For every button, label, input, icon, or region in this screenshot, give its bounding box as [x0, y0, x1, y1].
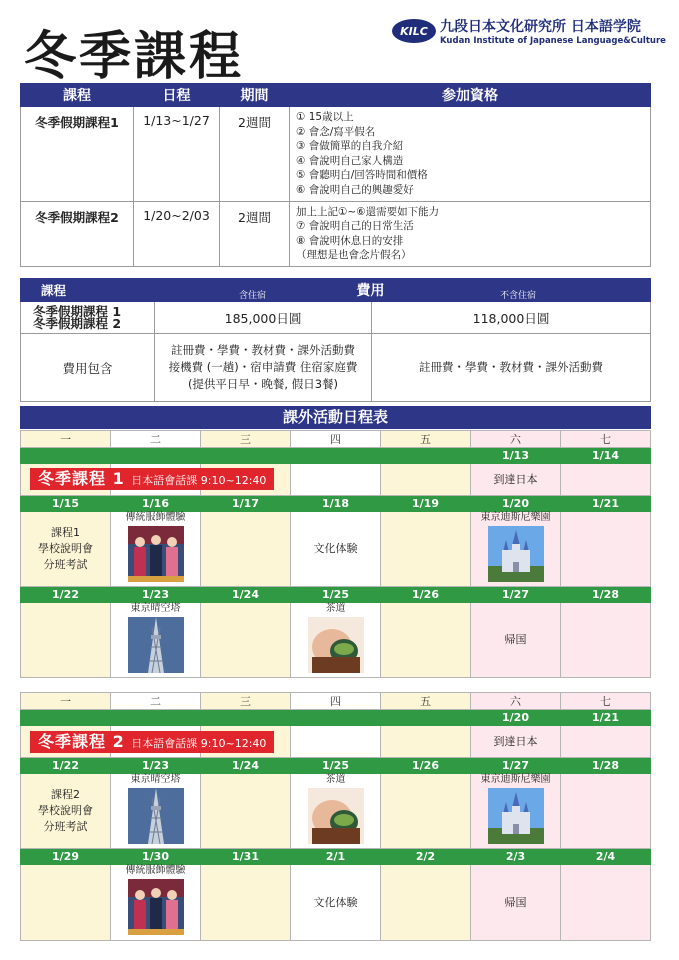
tea-photo: [308, 788, 364, 844]
requirement-item: ④ 會說明自己家人構造: [296, 154, 404, 167]
date-cell: [21, 448, 111, 464]
requirement-item: ⑦ 會說明自己的日常生活: [296, 220, 414, 233]
disney-photo: [488, 526, 544, 582]
date-cell: 1/27: [471, 587, 561, 603]
orientation-line: 學校說明會: [38, 804, 93, 817]
activity-label: 傳統服飾體驗: [125, 865, 186, 876]
orientation-line: 課程1: [51, 526, 80, 539]
date-cell: 1/26: [381, 758, 471, 774]
date-row: [21, 496, 651, 512]
include-line: 註冊費・學費・教材費・課外活動費: [171, 343, 355, 357]
skytree-photo: [128, 788, 184, 844]
date-cell: [201, 448, 291, 464]
program-table: [20, 83, 651, 267]
date-cell: 1/24: [201, 587, 291, 603]
date-cell: 1/16: [111, 496, 201, 512]
orientation-line: 分班考試: [43, 820, 88, 833]
course-badge-sub: 日本語會話課 9:10~12:40: [131, 737, 267, 750]
date-cell: 2/2: [381, 849, 471, 865]
date-cell: [291, 448, 381, 464]
fee-course-header: 課程: [21, 279, 155, 302]
col-header-schedule: 日程: [134, 84, 220, 107]
requirement-item: ③ 會做簡單的自我介紹: [296, 140, 404, 153]
date-cell: 1/14: [561, 448, 651, 464]
weekday: 七: [561, 693, 651, 710]
weekday: 六: [471, 431, 561, 448]
activity-title: 課外活動日程表: [20, 406, 651, 429]
tea-activity: [291, 774, 381, 849]
col-header-course: 課程: [21, 84, 134, 107]
requirement-item: （理想是也會念片假名）: [296, 249, 412, 262]
without-stay-label: 不含住宿: [500, 291, 537, 301]
requirement-item: 加上上記①~⑥還需要如下能力: [296, 205, 440, 218]
course-badge-sub: 日本語會話課 9:10~12:40: [131, 474, 267, 487]
date-cell: 1/25: [291, 587, 381, 603]
weekday: 一: [21, 431, 111, 448]
include-line: (提供平日早・晚餐, 假日3餐): [187, 377, 339, 391]
activity-row: [21, 774, 651, 849]
orientation-line: 分班考試: [43, 558, 88, 571]
date-cell: 2/3: [471, 849, 561, 865]
date-row: [21, 448, 651, 464]
skytree-activity: [111, 774, 201, 849]
weekday: 五: [381, 693, 471, 710]
weekday: 七: [561, 431, 651, 448]
weekday: 四: [291, 693, 381, 710]
fee-header-cell: [155, 279, 651, 302]
requirement-item: ② 會念/寫平假名: [296, 125, 376, 138]
date-cell: 1/20: [471, 496, 561, 512]
logo-badge: KILC: [392, 19, 436, 43]
includes-with-stay: [155, 334, 372, 402]
weekday: 二: [111, 431, 201, 448]
date-cell: 1/22: [21, 758, 111, 774]
weekday: 四: [291, 431, 381, 448]
date-cell: [111, 448, 201, 464]
requirement-item: ⑤ 會聽明白/回答時間和價格: [296, 169, 428, 182]
date-cell: 1/23: [111, 758, 201, 774]
orientation-line: 學校說明會: [38, 542, 93, 555]
date-cell: 1/13: [471, 448, 561, 464]
activity-label: 傳統服飾體驗: [125, 512, 186, 523]
activity-calendar-2: [20, 692, 651, 941]
orientation-cell: [21, 512, 111, 587]
date-cell: 1/21: [561, 496, 651, 512]
course-period: 2週間: [220, 201, 290, 266]
date-cell: [21, 710, 111, 726]
date-cell: 1/22: [21, 587, 111, 603]
table-row: [21, 107, 651, 202]
fee-course-1: 冬季假期課程 1: [33, 303, 122, 319]
date-row: [21, 587, 651, 603]
activity-label: 茶道: [325, 603, 346, 614]
requirements-list: [290, 107, 651, 202]
weekday: 一: [21, 693, 111, 710]
date-cell: 1/17: [201, 496, 291, 512]
weekday-row: [21, 431, 651, 448]
table-row: [21, 201, 651, 266]
date-cell: [201, 710, 291, 726]
kimono-activity: [111, 865, 201, 941]
date-cell: 1/26: [381, 587, 471, 603]
fee-table: [20, 278, 651, 402]
course-badge-2: [30, 731, 274, 753]
date-cell: [381, 448, 471, 464]
date-cell: 1/25: [291, 758, 381, 774]
logo-name-jp: 九段日本文化研究所 日本語学院: [440, 19, 641, 35]
requirements-list: [290, 201, 651, 266]
date-cell: 1/27: [471, 758, 561, 774]
include-line: 接機費 (一趟)・宿申請費 住宿家庭費: [168, 360, 358, 374]
weekday: 三: [201, 431, 291, 448]
disney-photo: [488, 788, 544, 844]
date-cell: 1/18: [291, 496, 381, 512]
orientation-line: 課程2: [51, 788, 80, 801]
arrive-japan: 到達日本: [471, 726, 561, 758]
course-schedule: 1/20~2/03: [134, 201, 220, 266]
col-header-period: 期間: [220, 84, 290, 107]
course-name: 冬季假期課程2: [21, 201, 134, 266]
kimono-photo: [128, 879, 184, 935]
activity-label: 茶道: [325, 774, 346, 785]
activity-row: [21, 603, 651, 678]
date-cell: 1/20: [471, 710, 561, 726]
culture-activity: 文化体験: [291, 512, 381, 587]
course-period: 2週間: [220, 107, 290, 202]
date-row: [21, 710, 651, 726]
date-cell: 1/30: [111, 849, 201, 865]
date-cell: 1/15: [21, 496, 111, 512]
course-badge-1: [30, 468, 274, 490]
date-row: [21, 849, 651, 865]
weekday: 六: [471, 693, 561, 710]
course-name: 冬季假期課程1: [21, 107, 134, 202]
return-home: 帰国: [471, 865, 561, 941]
weekday: 三: [201, 693, 291, 710]
date-cell: 2/1: [291, 849, 381, 865]
weekday-row: [21, 693, 651, 710]
fee-with-stay: 185,000日圓: [155, 302, 372, 334]
weekday: 五: [381, 431, 471, 448]
date-cell: [381, 710, 471, 726]
page-title: 冬季課程: [24, 27, 245, 87]
includes-without-stay: 註冊費・學費・教材費・課外活動費: [372, 334, 651, 402]
fee-without-stay: 118,000日圓: [372, 302, 651, 334]
date-cell: 1/31: [201, 849, 291, 865]
return-home: 帰国: [471, 603, 561, 678]
date-cell: 1/21: [561, 710, 651, 726]
date-cell: 1/28: [561, 758, 651, 774]
date-cell: 1/28: [561, 587, 651, 603]
col-header-requirements: 参加資格: [290, 84, 651, 107]
culture-activity: 文化体験: [291, 865, 381, 941]
skytree-activity: [111, 603, 201, 678]
activity-row: [21, 512, 651, 587]
fee-header: 費用: [356, 283, 385, 299]
course-badge-title: 冬季課程 2: [38, 732, 125, 751]
arrive-japan: 到達日本: [471, 464, 561, 496]
fee-courses: [21, 302, 155, 334]
date-cell: [291, 710, 381, 726]
disney-activity: [471, 512, 561, 587]
requirement-item: ⑥ 會說明自己的興趣愛好: [296, 183, 414, 196]
fee-course-2: 冬季假期課程 2: [33, 315, 122, 331]
weekday: 二: [111, 693, 201, 710]
activity-row: [21, 865, 651, 941]
date-cell: 1/23: [111, 587, 201, 603]
date-cell: 2/4: [561, 849, 651, 865]
date-cell: [111, 710, 201, 726]
includes-label: 費用包含: [21, 334, 155, 402]
logo-name-en: Kudan Institute of Japanese Language&Culture: [440, 36, 666, 46]
with-stay-label: 含住宿: [239, 291, 267, 301]
activity-label: 東京晴空塔: [130, 774, 181, 785]
school-logo: [392, 16, 666, 46]
tea-activity: [291, 603, 381, 678]
date-cell: 1/19: [381, 496, 471, 512]
skytree-photo: [128, 617, 184, 673]
requirement-item: ① 15歳以上: [296, 111, 354, 123]
requirement-item: ⑧ 會說明休息日的安排: [296, 234, 404, 247]
activity-label: 東京晴空塔: [130, 603, 181, 614]
date-cell: 1/29: [21, 849, 111, 865]
kimono-photo: [128, 526, 184, 582]
date-row: [21, 758, 651, 774]
tea-photo: [308, 617, 364, 673]
date-cell: 1/24: [201, 758, 291, 774]
activity-label: 東京迪斯尼樂園: [480, 774, 551, 785]
course-badge-title: 冬季課程 1: [38, 469, 125, 488]
activity-label: 東京迪斯尼樂園: [480, 512, 551, 523]
disney-activity: [471, 774, 561, 849]
course-schedule: 1/13~1/27: [134, 107, 220, 202]
kimono-activity: [111, 512, 201, 587]
orientation-cell: [21, 774, 111, 849]
